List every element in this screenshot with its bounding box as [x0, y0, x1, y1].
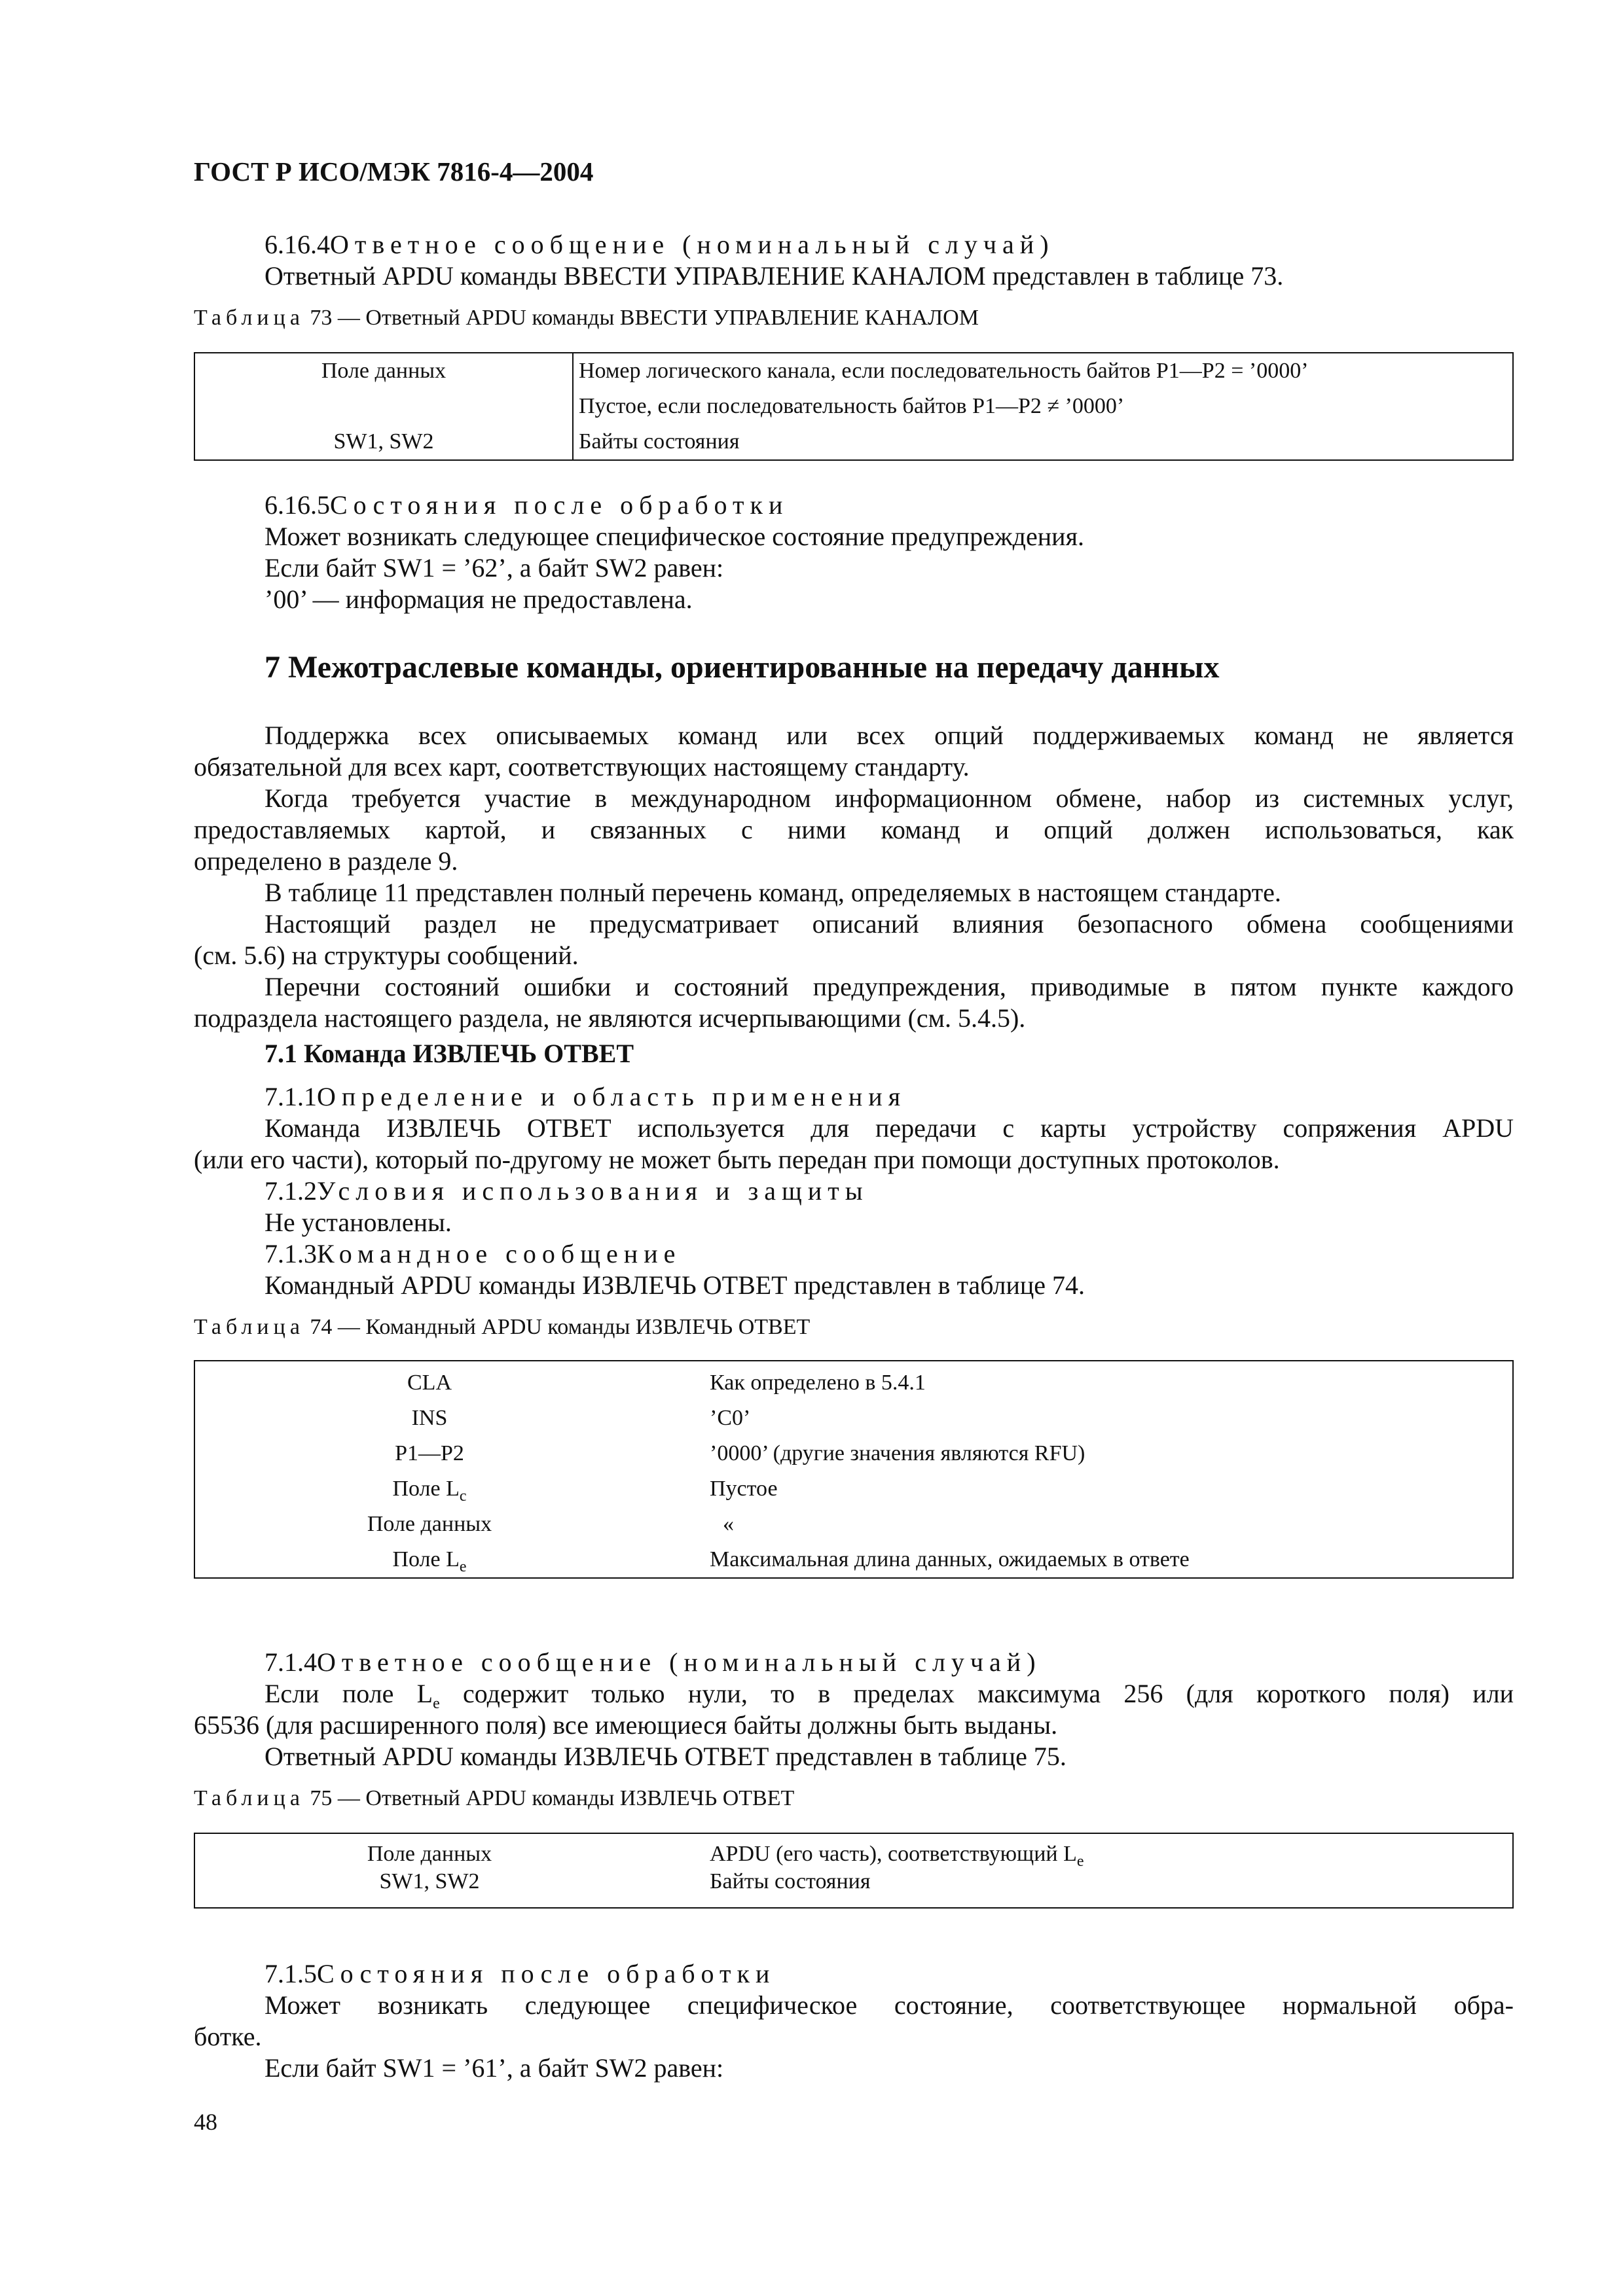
- table-cell: P1—P2: [395, 1441, 464, 1465]
- clause-title: Состояния после обработки: [330, 490, 789, 520]
- clause-7-1-3-heading: [264, 1238, 1584, 1270]
- paragraph: Команда ИЗВЛЕЧЬ ОТВЕТ используется для передачи с карты устройству сопряжения APDU: [264, 1113, 1514, 1143]
- table-cell: Пустое, если последовательность байтов Р1—Р2 ≠ ’0000’: [579, 394, 1125, 418]
- paragraph: Ответный APDU команды ИЗВЛЕЧЬ ОТВЕТ представлен в таблице 75.: [264, 1742, 1067, 1771]
- table-cell: Пустое: [710, 1477, 778, 1501]
- paragraph: ботке.: [194, 2022, 262, 2051]
- text: содержит только нули, то в пределах максимума 256 (для короткого поля) или: [439, 1679, 1514, 1708]
- table-cell: Поле данных: [194, 353, 573, 389]
- clause-number: 7.1.1: [264, 1082, 317, 1111]
- clause-title: Определение и область применения: [317, 1082, 907, 1111]
- paragraph: предоставляемых картой, и связанных с ними команд и опций должен использоваться, как: [194, 815, 1514, 844]
- cell-text: Поле L: [392, 1477, 460, 1501]
- table-cell: SW1, SW2: [379, 1869, 480, 1893]
- clause-number: 7.1.5: [264, 1959, 317, 1988]
- caption-text: 73 — Ответный APDU команды ВВЕСТИ УПРАВЛЕНИЕ КАНАЛОМ: [310, 306, 979, 330]
- clause-title: Состояния после обработки: [317, 1959, 776, 1988]
- table-cell: Максимальная длина данных, ожидаемых в ответе: [710, 1547, 1190, 1571]
- paragraph: [194, 1678, 1514, 1710]
- running-header: ГОСТ Р ИСО/МЭК 7816-4—2004: [194, 156, 594, 187]
- subscript: e: [1076, 1852, 1084, 1870]
- paragraph: определено в разделе 9.: [194, 846, 458, 876]
- table-cell: SW1, SW2: [194, 424, 573, 460]
- clause-number: 6.16.5: [264, 490, 330, 520]
- clause-title: Ответное сообщение (номинальный случай): [330, 230, 1055, 259]
- caption-text: 75 — Ответный APDU команды ИЗВЛЕЧЬ ОТВЕТ: [310, 1786, 795, 1810]
- section-7-title: 7 Межотраслевые команды, ориентированные на передачу данных: [264, 650, 1220, 685]
- table-75-caption: [194, 1783, 1514, 1814]
- table-cell: Поле данных: [367, 1842, 492, 1866]
- paragraph: (см. 5.6) на структуры сообщений.: [194, 941, 579, 970]
- subscript: e: [459, 1558, 467, 1575]
- paragraph: Командный APDU команды ИЗВЛЕЧЬ ОТВЕТ представлен в таблице 74.: [264, 1270, 1085, 1300]
- paragraph: Настоящий раздел не предусматривает описаний влияния безопасного обмена сообщениями: [264, 909, 1514, 939]
- caption-label: Таблица: [194, 306, 304, 330]
- clause-7-1-4-heading: [264, 1647, 1584, 1678]
- table-cell: «: [723, 1512, 734, 1536]
- table-cell: ’C0’: [710, 1406, 751, 1430]
- paragraph: Может возникать следующее специфическое состояние, соответствующее нормальной обра-: [264, 1990, 1514, 2020]
- table-cell: [194, 1471, 664, 1507]
- paragraph: подраздела настоящего раздела, не являются исчерпывающими (см. 5.4.5).: [194, 1003, 1026, 1033]
- clause-number: 7.1.4: [264, 1647, 317, 1677]
- table-cell: ’0000’ (другие значения являются RFU): [710, 1441, 1085, 1465]
- paragraph: Если байт SW1 = ’62’, а байт SW2 равен:: [264, 553, 724, 583]
- table-cell: [664, 1833, 1513, 1868]
- table-75: [194, 1833, 1514, 1909]
- table-cell: Поле данных: [367, 1512, 492, 1536]
- paragraph: (или его части), который по-другому не может быть передан при помощи доступных протоколов.: [194, 1145, 1280, 1174]
- clause-title: Ответное сообщение (номинальный случай): [317, 1647, 1042, 1677]
- caption-label: Таблица: [194, 1315, 304, 1339]
- paragraph: 65536 (для расширенного поля) все имеющиеся байты должны быть выданы.: [194, 1710, 1058, 1740]
- subscript: c: [459, 1487, 467, 1505]
- clause-6-16-5-heading: [264, 490, 1584, 521]
- paragraph: Если байт SW1 = ’61’, а байт SW2 равен:: [264, 2053, 724, 2083]
- page-number: 48: [194, 2109, 217, 2135]
- caption-text: 74 — Командный APDU команды ИЗВЛЕЧЬ ОТВЕТ: [310, 1315, 811, 1339]
- cell-text: Поле L: [392, 1547, 460, 1571]
- clause-7-1-1-heading: [264, 1081, 1584, 1113]
- table-cell: Как определено в 5.4.1: [710, 1371, 926, 1395]
- clause-number: 7.1.3: [264, 1239, 317, 1268]
- clause-6-16-4-heading: [264, 229, 1584, 260]
- table-cell: CLA: [407, 1371, 452, 1395]
- paragraph: обязательной для всех карт, соответствующих настоящему стандарту.: [194, 752, 970, 781]
- table-73: [194, 352, 1514, 461]
- clause-title: Командное сообщение: [317, 1239, 682, 1268]
- cell-text: APDU (его часть), соответствующий L: [710, 1842, 1077, 1866]
- clause-7-1-2-heading: [264, 1175, 1584, 1207]
- table-cell: [194, 1542, 664, 1578]
- clause-7-1-5-heading: [264, 1958, 1584, 1990]
- paragraph: ’00’ — информация не предоставлена.: [264, 584, 693, 614]
- table-cell: [194, 389, 573, 424]
- subsection-7-1-title: 7.1 Команда ИЗВЛЕЧЬ ОТВЕТ: [264, 1039, 634, 1068]
- clause-number: 7.1.2: [264, 1176, 317, 1206]
- table-cell: Байты состояния: [579, 429, 740, 454]
- clause-title: Условия использования и защиты: [317, 1176, 869, 1206]
- table-73-caption: [194, 302, 1514, 334]
- paragraph: Не установлены.: [264, 1208, 452, 1237]
- paragraph: В таблице 11 представлен полный перечень команд, определяемых в настоящем стандарте.: [264, 878, 1281, 907]
- table-74: [194, 1360, 1514, 1579]
- table-74-caption: [194, 1312, 1514, 1343]
- paragraph: Может возникать следующее специфическое состояние предупреждения.: [264, 522, 1084, 551]
- paragraph: Когда требуется участие в международном информационном обмене, набор из системных услуг,: [264, 783, 1514, 813]
- table-cell: Байты состояния: [710, 1869, 871, 1893]
- caption-label: Таблица: [194, 1786, 304, 1810]
- paragraph: Перечни состояний ошибки и состояний предупреждения, приводимые в пятом пункте каждого: [264, 972, 1514, 1001]
- paragraph: Поддержка всех описываемых команд или всех опций поддерживаемых команд не является: [264, 721, 1514, 750]
- subscript: e: [433, 1695, 440, 1712]
- table-cell: INS: [411, 1406, 448, 1430]
- paragraph: Ответный APDU команды ВВЕСТИ УПРАВЛЕНИЕ КАНАЛОМ представлен в таблице 73.: [264, 261, 1284, 291]
- clause-number: 6.16.4: [264, 230, 330, 259]
- text: Если поле L: [264, 1679, 433, 1708]
- table-cell: Номер логического канала, если последовательность байтов Р1—Р2 = ’0000’: [579, 359, 1309, 383]
